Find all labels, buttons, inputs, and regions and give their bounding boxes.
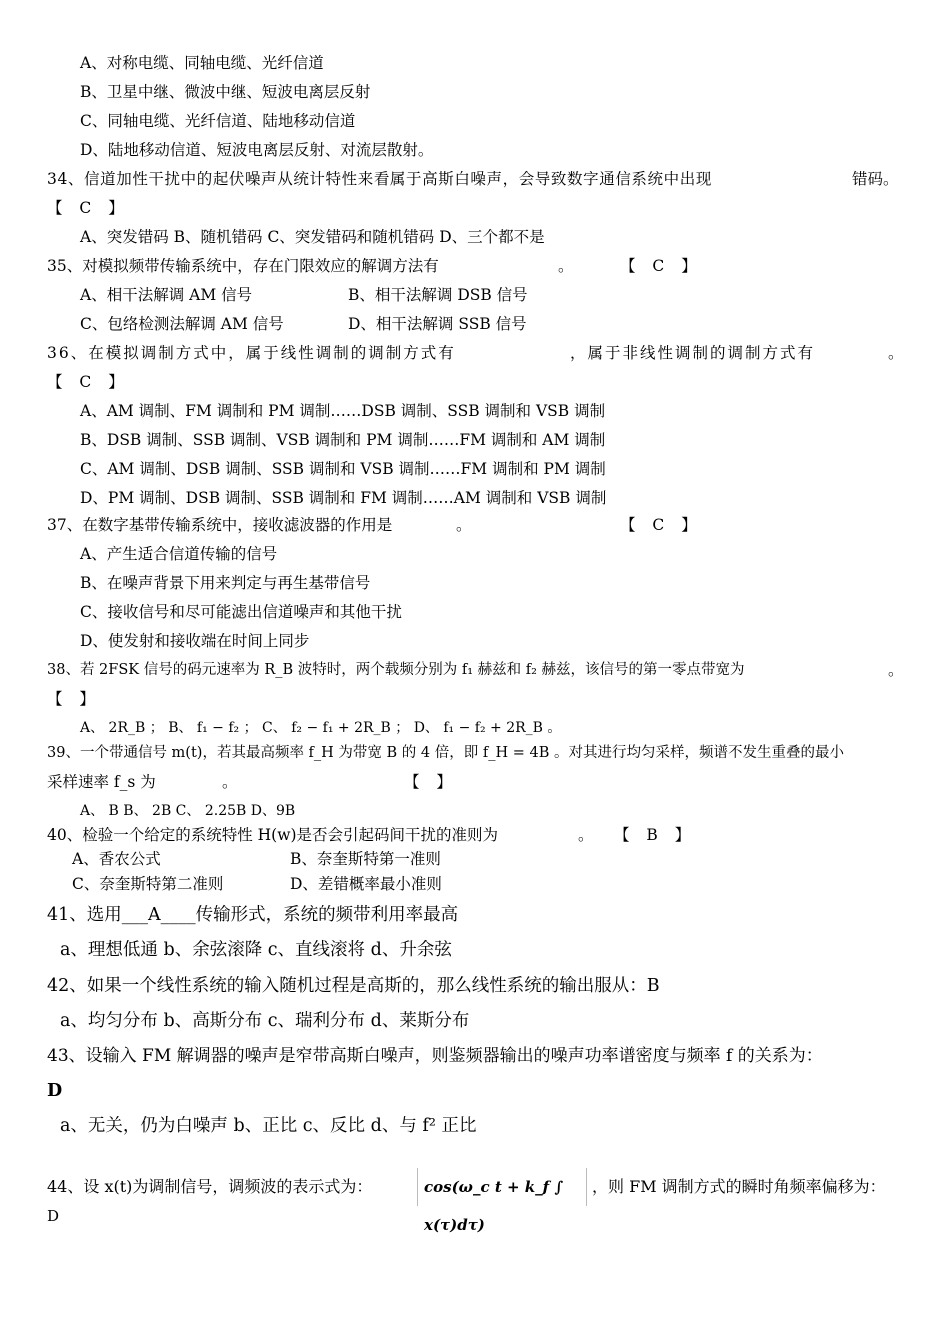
question-38-end: 。 (888, 661, 904, 679)
option-line: D、使发射和接收端在时间上同步 (80, 632, 310, 650)
option-line: A、相干法解调 AM 信号 (80, 286, 253, 304)
option-line: C、接收信号和尽可能滤出信道噪声和其他干扰 (80, 603, 402, 621)
question-41: 41、选用___A____传输形式，系统的频带利用率最高 (47, 905, 459, 925)
question-37-end: 。 (456, 516, 472, 534)
question-36-mid: ，属于非线性调制的调制方式有 (570, 344, 816, 362)
option-line: C、包络检测法解调 AM 信号 (80, 315, 284, 333)
answer-bracket: 【 C 】 (47, 199, 130, 217)
question-35: 35、对模拟频带传输系统中，存在门限效应的解调方法有 (47, 257, 439, 275)
option-line: B、奈奎斯特第一准则 (290, 850, 441, 868)
question-34-end: 错码。 (852, 170, 899, 188)
option-line: D、PM 调制、DSB 调制、SSB 调制和 FM 调制……AM 调制和 VSB 调制 (80, 489, 607, 507)
question-38: 38、若 2FSK 信号的码元速率为 R_B 波特时，两个载频分别为 f₁ 赫兹和 f₂ 赫兹，该信号的第一零点带宽为 (47, 662, 745, 678)
answer-bracket: 【 C 】 (47, 373, 130, 391)
option-line: A、突发错码 B、随机错码 C、突发错码和随机错码 D、三个都不是 (80, 228, 545, 246)
question-39-cont: 采样速率 f_s 为 (47, 773, 156, 791)
question-43: 43、设输入 FM 解调器的噪声是窄带高斯白噪声，则鉴频器输出的噪声功率谱密度与频率 f 的关系为： (47, 1046, 823, 1066)
question-40-end: 。 (578, 826, 594, 844)
fm-formula: cos(ω_c t + k_f ∫ x(τ)dτ) (417, 1168, 587, 1206)
option-line: C、AM 调制、DSB 调制、SSB 调制和 VSB 调制……FM 调制和 PM 调制 (80, 460, 606, 478)
question-44-cont: ，则 FM 调制方式的瞬时角频率偏移为： (592, 1177, 886, 1196)
question-36: 36、在模拟调制方式中，属于线性调制的调制方式有 (47, 344, 456, 362)
option-line: B、DSB 调制、SSB 调制、VSB 调制和 PM 调制……FM 调制和 AM 调制 (80, 431, 606, 449)
option-line: D、相干法解调 SSB 信号 (348, 315, 527, 333)
option-line: A、对称电缆、同轴电缆、光纤信道 (80, 54, 324, 72)
question-35-end: 。 (558, 257, 574, 275)
answer-bracket: 【 】 (47, 690, 101, 708)
option-line: a、均匀分布 b、高斯分布 c、瑞利分布 d、莱斯分布 (60, 1011, 470, 1031)
answer-bracket: 【 C 】 (620, 516, 703, 534)
question-39-end: 。 (222, 773, 238, 791)
question-42: 42、如果一个线性系统的输入随机过程是高斯的，那么线性系统的输出服从：B (47, 976, 660, 996)
question-34: 34、信道加性干扰中的起伏噪声从统计特性来看属于高斯白噪声，会导致数字通信系统中出现 (47, 170, 712, 188)
question-40: 40、检验一个给定的系统特性 H(w)是否会引起码间干扰的准则为 (47, 826, 499, 844)
option-line: a、无关，仍为白噪声 b、正比 c、反比 d、与 f² 正比 (60, 1116, 477, 1136)
option-line: B、相干法解调 DSB 信号 (348, 286, 528, 304)
answer-bracket: 【 B 】 (614, 826, 697, 844)
option-line: B、在噪声背景下用来判定与再生基带信号 (80, 574, 371, 592)
option-line: A、 2R_B ； B、 f₁ − f₂ ； C、 f₂ − f₁ + 2R_B ； D、 f₁ − f₂ + 2R_B 。 (80, 720, 562, 736)
answer-letter: D (47, 1207, 60, 1225)
option-line: A、 B B、 2B C、 2.25B D、9B (80, 803, 296, 819)
option-line: A、香农公式 (72, 850, 161, 868)
answer-bracket: 【 】 (404, 773, 458, 791)
question-39: 39、一个带通信号 m(t)，若其最高频率 f_H 为带宽 B 的 4 倍，即 f_H = 4B 。对其进行均匀采样，频谱不发生重叠的最小 (47, 745, 844, 761)
option-line: D、陆地移动信道、短波电离层反射、对流层散射。 (80, 141, 434, 159)
option-line: C、奈奎斯特第二准则 (72, 875, 224, 893)
option-line: C、同轴电缆、光纤信道、陆地移动信道 (80, 112, 356, 130)
option-line: A、AM 调制、FM 调制和 PM 调制……DSB 调制、SSB 调制和 VSB 调制 (80, 402, 606, 420)
question-44: 44、设 x(t)为调制信号，调频波的表示式为： (47, 1177, 373, 1196)
option-line: D、差错概率最小准则 (290, 875, 442, 893)
answer-bracket: 【 C 】 (620, 257, 703, 275)
answer-letter: D (47, 1081, 63, 1101)
option-line: a、理想低通 b、余弦滚降 c、直线滚将 d、升余弦 (60, 940, 452, 960)
question-36-end: 。 (888, 344, 904, 362)
option-line: B、卫星中继、微波中继、短波电离层反射 (80, 83, 371, 101)
option-line: A、产生适合信道传输的信号 (80, 545, 278, 563)
question-37: 37、在数字基带传输系统中，接收滤波器的作用是 (47, 516, 393, 534)
